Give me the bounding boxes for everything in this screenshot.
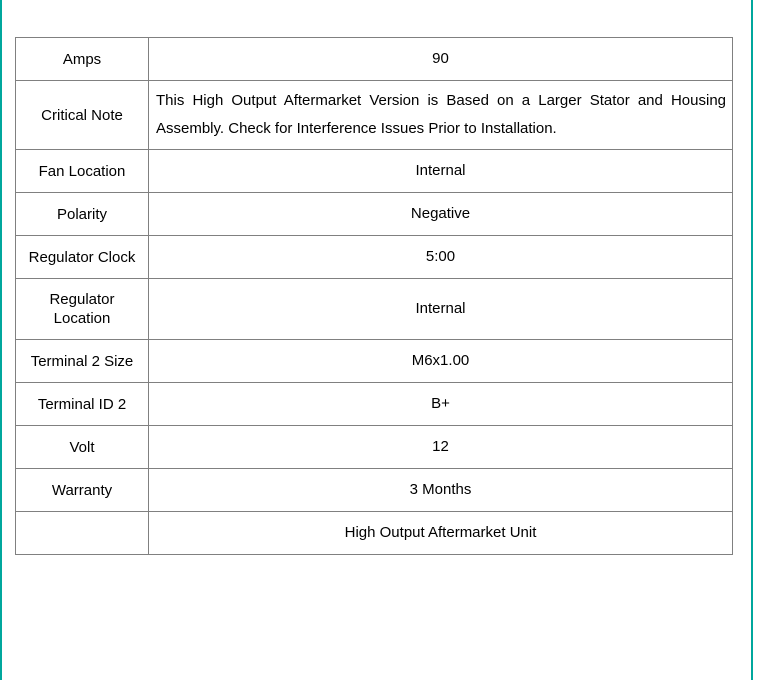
table-row xyxy=(16,426,733,469)
spec-value: Internal xyxy=(149,150,733,193)
table-row xyxy=(16,383,733,426)
spec-label: Critical Note xyxy=(16,81,149,150)
spec-value: 12 xyxy=(149,426,733,469)
table-row xyxy=(16,512,733,555)
spec-label: Warranty xyxy=(16,469,149,512)
table-row xyxy=(16,340,733,383)
specifications-table xyxy=(15,37,733,555)
spec-value: This High Output Aftermarket Version is Based on a Larger Stator and Housing Assembly. Check for Interference Issues Prior to Installation. xyxy=(149,81,733,150)
spec-value: Internal xyxy=(149,279,733,340)
spec-label xyxy=(16,512,149,555)
spec-label: Volt xyxy=(16,426,149,469)
spec-value: 5:00 xyxy=(149,236,733,279)
table-row xyxy=(16,150,733,193)
spec-label: Polarity xyxy=(16,193,149,236)
spec-value: B+ xyxy=(149,383,733,426)
spec-label: Regulator Location xyxy=(16,279,149,340)
table-row xyxy=(16,279,733,340)
table-row xyxy=(16,193,733,236)
spec-label: Terminal 2 Size xyxy=(16,340,149,383)
table-row xyxy=(16,236,733,279)
spec-value: M6x1.00 xyxy=(149,340,733,383)
table-row xyxy=(16,469,733,512)
table-row xyxy=(16,81,733,150)
right-accent-border xyxy=(751,0,753,680)
spec-label: Fan Location xyxy=(16,150,149,193)
spec-value: Negative xyxy=(149,193,733,236)
spec-label: Terminal ID 2 xyxy=(16,383,149,426)
left-accent-border xyxy=(0,0,2,680)
spec-label: Amps xyxy=(16,38,149,81)
table-row xyxy=(16,38,733,81)
spec-value: High Output Aftermarket Unit xyxy=(149,512,733,555)
spec-value: 3 Months xyxy=(149,469,733,512)
spec-label: Regulator Clock xyxy=(16,236,149,279)
spec-value: 90 xyxy=(149,38,733,81)
